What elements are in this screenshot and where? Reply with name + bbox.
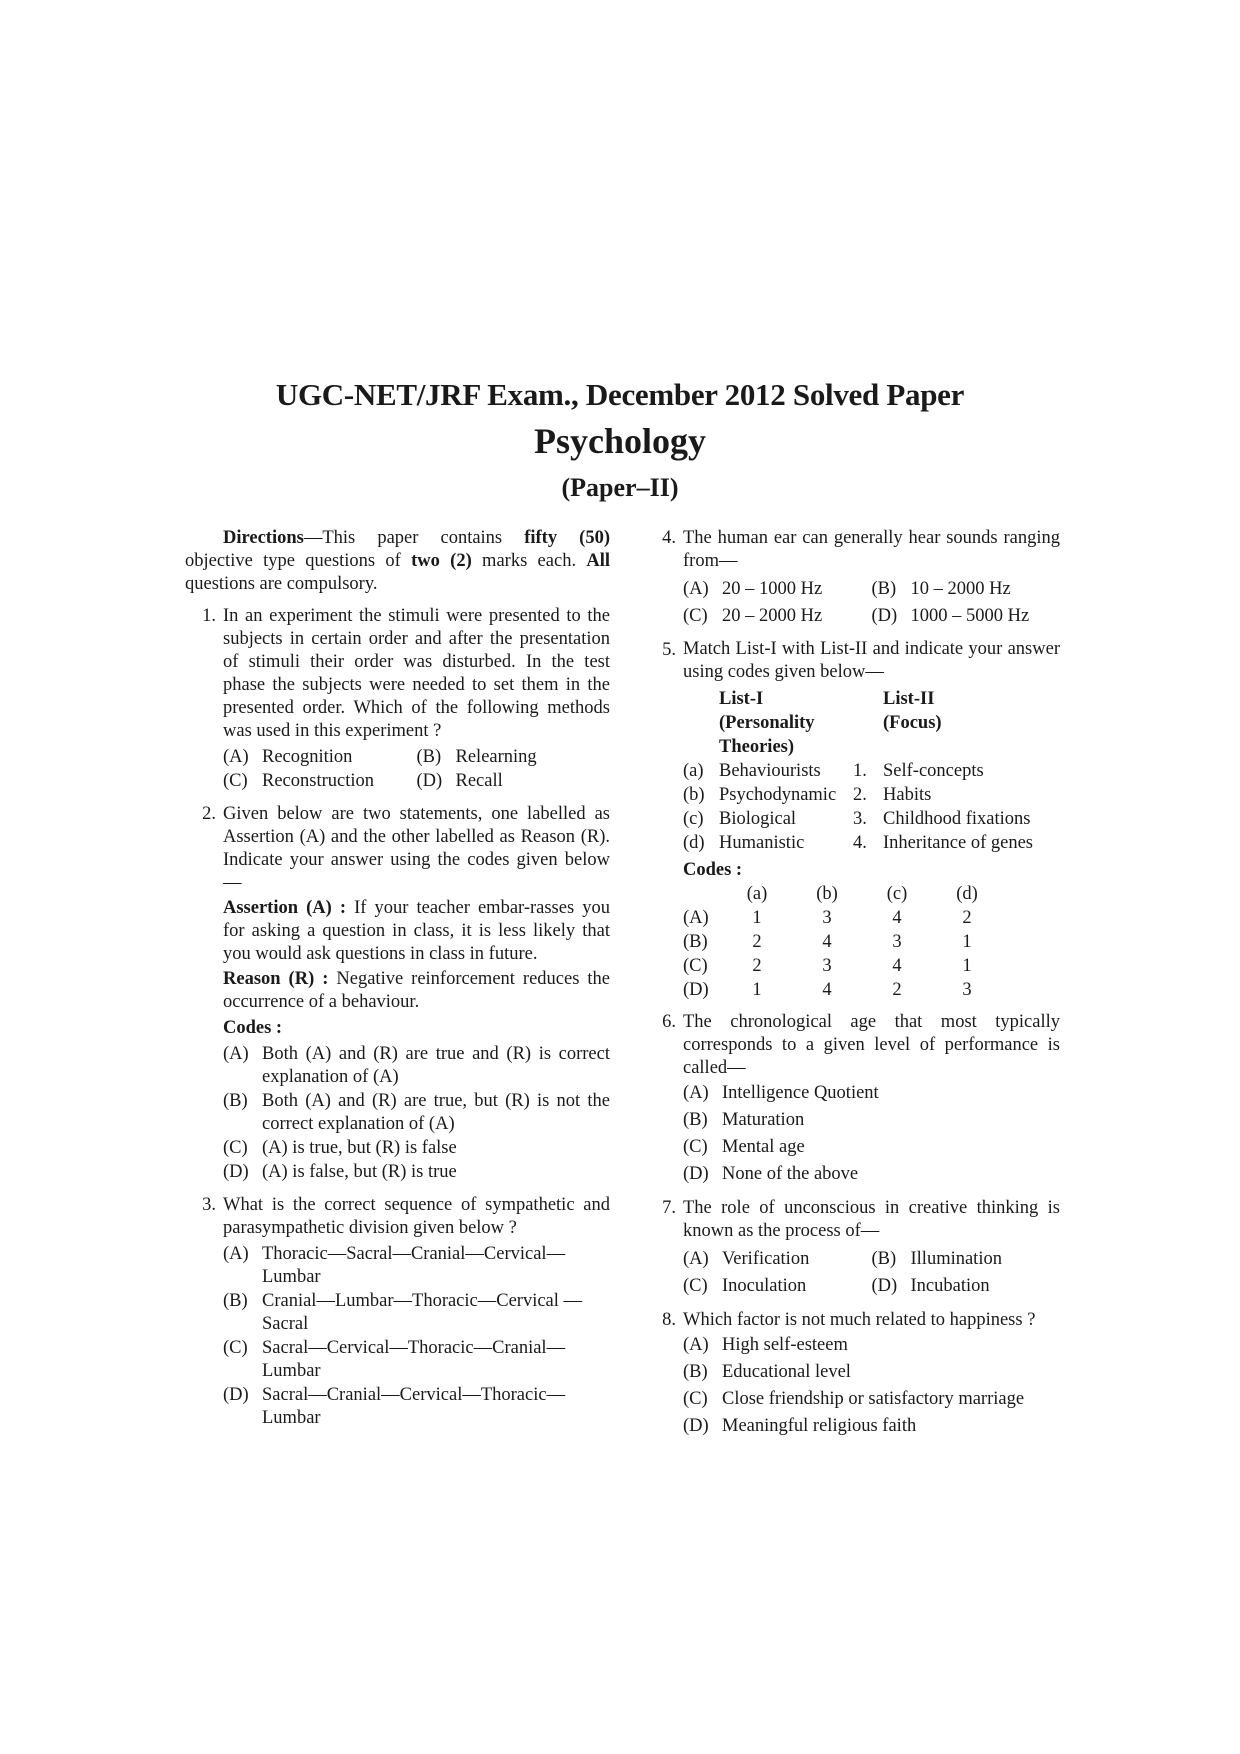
text: (b) (816, 884, 838, 904)
option (683, 1332, 1060, 1358)
text: 1. (853, 761, 867, 781)
option (223, 1161, 610, 1184)
question-text: In an experiment the stimuli were presented to the subjects in certain order and after the presentation of stimuli their order was disturbed. In the test phase the subjects were needed to set them in the presented order. Which of the following methods was used in this experiment ? (223, 606, 610, 741)
text: (B) (223, 1091, 248, 1111)
text: Meaningful religious faith (722, 1416, 917, 1436)
question-text: Match List-I with List-II and indicate your answer using codes given below— (683, 639, 1060, 682)
text: (C) (683, 1276, 708, 1296)
question-6 (645, 1011, 1060, 1188)
text: (C) (683, 1137, 708, 1157)
text: (A) is false, but (R) is true (262, 1162, 457, 1182)
question-text: The chronological age that most typically corresponds to a given level of performance is called— (683, 1012, 1060, 1078)
question-text: The human ear can generally hear sounds ranging from— (683, 528, 1060, 571)
text: (a) (683, 761, 704, 781)
list-headers (683, 687, 1060, 759)
text: (C) (223, 1138, 248, 1158)
question-text: Given below are two statements, one labelled as Assertion (A) and the other labelled as Reason (R). Indicate your answer using the codes given below— (223, 804, 610, 893)
text: 2 (892, 980, 902, 1000)
option (223, 1090, 610, 1136)
codes-table (683, 882, 1060, 1002)
option (872, 578, 1061, 604)
question-number: 1. (202, 606, 216, 626)
text: Humanistic (719, 833, 805, 853)
text: (C) (683, 1389, 708, 1409)
text: Negative reinforcement reduces the occurrence of a behaviour. (223, 969, 610, 1012)
text: Thoracic—Sacral—Cranial—Cervical—Lumbar (262, 1244, 566, 1287)
text: List-II (883, 689, 935, 709)
option (683, 1246, 872, 1272)
directions-bold: All (586, 551, 610, 571)
text: Psychodynamic (719, 785, 837, 805)
question-number: 2. (202, 804, 216, 824)
text: (B) (871, 1249, 897, 1269)
text: (D) (683, 980, 709, 1000)
option (872, 605, 1061, 628)
option (417, 770, 611, 793)
option (872, 1273, 1061, 1299)
option (683, 1161, 1060, 1187)
option (683, 578, 872, 601)
text: None of the above (722, 1164, 859, 1184)
text: (B) (683, 1362, 708, 1382)
option (223, 770, 417, 793)
text: (D) (416, 771, 443, 791)
text: (C) (223, 1338, 248, 1358)
question-8 (645, 1309, 1060, 1440)
text: Inheritance of genes (883, 833, 1033, 853)
text: Biological (719, 809, 797, 829)
text: (d) (683, 833, 705, 853)
text: 10 – 2000 Hz (910, 579, 1011, 599)
text: Intelligence Quotient (722, 1083, 879, 1103)
question-text: What is the correct sequence of sympathetic and parasympathetic division given below ? (223, 1195, 610, 1238)
text: (B) (223, 1291, 248, 1311)
text: (b) (683, 785, 705, 805)
text: Self-concepts (883, 761, 984, 781)
text: 1 (752, 908, 762, 928)
match-list (683, 759, 1060, 855)
option (683, 1413, 1060, 1439)
text: (A) (683, 1335, 709, 1355)
text: 4 (822, 932, 832, 952)
directions-text: marks each. (471, 551, 587, 571)
question-number: 5. (662, 640, 676, 660)
text: (D) (223, 1162, 249, 1182)
question-number: 3. (202, 1195, 216, 1215)
question-5 (645, 638, 1060, 1002)
question-number: 6. (662, 1012, 676, 1032)
text: Reconstruction (262, 771, 375, 791)
codes-label: Codes : (223, 1018, 283, 1038)
text: 3 (822, 908, 832, 928)
text: (A) (223, 1044, 249, 1064)
option (683, 605, 872, 628)
question-2 (185, 803, 610, 1185)
text: (C) (683, 956, 708, 976)
text: List-I (719, 689, 764, 709)
text: Recognition (262, 747, 353, 767)
text: 1 (752, 980, 762, 1000)
text: 3 (962, 980, 972, 1000)
text: (c) (683, 809, 704, 829)
text: 4 (892, 956, 902, 976)
subject-title: Psychology (533, 421, 706, 461)
text: (B) (683, 1110, 708, 1130)
text: (D) (683, 1416, 709, 1436)
question-number: 8. (662, 1310, 676, 1330)
text: Sacral—Cranial—Cervical—Thoracic—Lumbar (262, 1385, 566, 1428)
question-text: Which factor is not much related to happiness ? (683, 1310, 1036, 1330)
text: (d) (956, 884, 978, 904)
text: 2. (853, 785, 867, 805)
text: 1 (962, 956, 972, 976)
text: Mental age (722, 1137, 805, 1157)
text: 4. (853, 833, 867, 853)
text: Both (A) and (R) are true, but (R) is not the correct explanation of (A) (262, 1091, 610, 1134)
text: (D) (871, 606, 898, 626)
text: Sacral—Cervical—Thoracic—Cranial—Lumbar (262, 1338, 566, 1381)
directions-text: —This paper contains (303, 528, 525, 548)
text: If your teacher embar-rasses you for asking a question in class, it is less likely that you would ask questions in class in future. (223, 898, 610, 964)
text: Habits (883, 785, 932, 805)
text: Inoculation (722, 1276, 807, 1296)
option (683, 1273, 872, 1299)
question-7 (645, 1197, 1060, 1300)
exam-title: UGC-NET/JRF Exam., December 2012 Solved Paper (275, 377, 965, 412)
text: Both (A) and (R) are true and (R) is correct explanation of (A) (262, 1044, 610, 1087)
text: Relearning (455, 747, 537, 767)
assertion (223, 897, 610, 966)
text: (A) (683, 1083, 709, 1103)
option (417, 746, 611, 769)
text: 2 (962, 908, 972, 928)
directions-text: objective type questions of (185, 551, 412, 571)
question-3 (185, 1194, 610, 1431)
option (223, 1137, 610, 1160)
paper-title: (Paper–II) (561, 473, 679, 502)
text: (C) (683, 606, 708, 626)
text: Childhood fixations (883, 809, 1031, 829)
text: (D) (223, 1385, 249, 1405)
text: 4 (892, 908, 902, 928)
text: (Personality (719, 713, 815, 733)
text: (B) (416, 747, 442, 767)
text: 3 (822, 956, 832, 976)
text: Reason (R) : (223, 969, 329, 989)
option (223, 1043, 610, 1089)
text: 1000 – 5000 Hz (910, 606, 1030, 626)
text: (A) (223, 1244, 249, 1264)
option (223, 1337, 610, 1383)
text: Theories) (719, 737, 795, 757)
text: Incubation (910, 1276, 990, 1296)
reason (223, 968, 610, 1014)
codes-label: Codes : (683, 860, 743, 880)
option (223, 1243, 610, 1289)
option (683, 1107, 1060, 1133)
directions-label: Directions (223, 528, 304, 548)
text: 20 – 1000 Hz (722, 579, 823, 599)
directions-bold: two (2) (411, 551, 472, 571)
question-number: 4. (662, 528, 676, 548)
text: (B) (683, 932, 708, 952)
directions-text: questions are compulsory. (185, 574, 378, 594)
question-text: The role of unconscious in creative thinking is known as the process of— (683, 1198, 1060, 1241)
text: 20 – 2000 Hz (722, 606, 823, 626)
text: 2 (752, 956, 762, 976)
text: (A) (683, 908, 709, 928)
text: Behaviourists (719, 761, 821, 781)
text: 3 (892, 932, 902, 952)
text: (A) (683, 1249, 709, 1269)
text: Close friendship or satisfactory marriage (722, 1389, 1025, 1409)
text: Educational level (722, 1362, 851, 1382)
text: (A) is true, but (R) is false (262, 1138, 457, 1158)
question-1 (185, 605, 610, 794)
text: High self-esteem (722, 1335, 848, 1355)
text: (C) (223, 771, 248, 791)
option (223, 746, 417, 769)
text: (Focus) (883, 713, 942, 733)
text: Illumination (910, 1249, 1002, 1269)
option (683, 1359, 1060, 1385)
right-column (645, 527, 1060, 1449)
text: 4 (822, 980, 832, 1000)
option (872, 1246, 1061, 1272)
text: Recall (455, 771, 503, 791)
question-number: 7. (662, 1198, 676, 1218)
text: 2 (752, 932, 762, 952)
option (683, 1386, 1060, 1412)
option (223, 1290, 610, 1336)
text: (B) (871, 579, 897, 599)
text: (c) (886, 884, 908, 904)
text: (A) (683, 579, 709, 599)
question-4 (645, 527, 1060, 629)
left-column (185, 527, 610, 1440)
text: (D) (683, 1164, 709, 1184)
text: Maturation (722, 1110, 805, 1130)
text: (a) (746, 884, 768, 904)
option (683, 1080, 1060, 1106)
text: Assertion (A) : (223, 898, 347, 918)
directions-bold: fifty (50) (524, 528, 610, 548)
text: (D) (871, 1276, 898, 1296)
option (683, 1134, 1060, 1160)
text: (A) (223, 747, 249, 767)
directions (185, 527, 610, 596)
option (223, 1384, 610, 1430)
text: Cranial—Lumbar—Thoracic—Cervical —Sacral (262, 1291, 583, 1334)
text: Verification (722, 1249, 810, 1269)
text: 1 (962, 932, 972, 952)
text: 3. (853, 809, 867, 829)
